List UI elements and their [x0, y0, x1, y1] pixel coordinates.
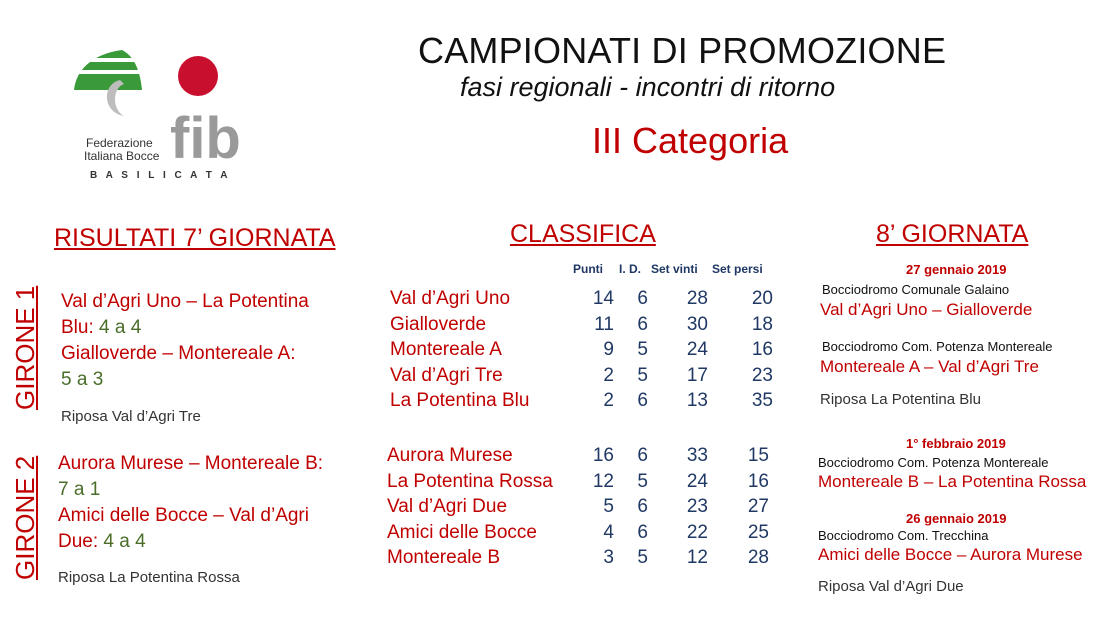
standings-team: Gialloverde [390, 313, 487, 335]
result-g2-m1-line1: Aurora Murese – Montereale B: [58, 453, 324, 474]
result-g1-m2-score: 5 a 3 [61, 369, 104, 390]
standings-team: Val d’Agri Tre [390, 364, 503, 386]
result-g1-m1-line1: Val d’Agri Uno – La Potentina [61, 291, 309, 312]
page-subtitle: fasi regionali - incontri di ritorno [460, 72, 836, 102]
fib-logo [62, 40, 282, 190]
standings-persi: 18 [751, 313, 773, 335]
standings-persi: 20 [751, 288, 773, 309]
g1-match1: Val d’Agri Uno – Gialloverde [820, 300, 1033, 319]
result-g1-m2-line1: Gialloverde – Montereale A: [61, 343, 296, 364]
g2-venue2: Bocciodromo Com. Trecchina [818, 528, 989, 543]
standings-punti: 11 [594, 313, 614, 335]
standings-punti: 14 [592, 288, 614, 309]
result-g1-match1 [61, 289, 309, 393]
g2-match2: Amici delle Bocce – Aurora Murese [818, 545, 1083, 564]
standings-vinti: 12 [686, 547, 708, 568]
standings-team: La Potentina Rossa [387, 470, 553, 492]
header-punti: Punti [573, 262, 603, 276]
girone2-label: GIRONE 2 [10, 455, 40, 580]
standings-title: CLASSIFICA [510, 220, 656, 248]
standings-id: 5 [637, 547, 648, 568]
standings-punti: 12 [592, 470, 614, 492]
standings-punti: 4 [603, 521, 614, 543]
result-g1-riposa: Riposa Val d’Agri Tre [61, 408, 201, 425]
standings-persi: 23 [751, 364, 773, 386]
standings-team: La Potentina Blu [390, 390, 530, 411]
g2-match1: Montereale B – La Potentina Rossa [818, 472, 1087, 491]
svg-text:fib: fib [170, 106, 241, 171]
standings-id: 5 [637, 339, 648, 360]
standings-team: Montereale A [390, 339, 502, 360]
standings-team: Amici delle Bocce [387, 521, 537, 543]
standings-vinti: 30 [686, 313, 708, 335]
standings-vinti: 24 [686, 339, 708, 360]
header-set-persi: Set persi [712, 262, 763, 276]
g2-riposa: Riposa Val d’Agri Due [818, 578, 964, 595]
standings-persi: 15 [747, 445, 769, 466]
standings-persi: 35 [751, 390, 773, 411]
header-set-vinti: Set vinti [651, 262, 698, 276]
g2-venue1: Bocciodromo Com. Potenza Montereale [818, 455, 1049, 470]
standings-vinti: 17 [686, 364, 708, 386]
standings-vinti: 22 [686, 521, 708, 543]
standings-id: 6 [637, 521, 648, 543]
g1-venue2: Bocciodromo Com. Potenza Montereale [822, 339, 1053, 354]
standings-punti: 3 [603, 547, 614, 568]
girone1-label: GIRONE 1 [10, 285, 40, 410]
g1-venue1: Bocciodromo Comunale Galaino [822, 282, 1010, 297]
result-g2-riposa: Riposa La Potentina Rossa [58, 569, 240, 586]
standings-id: 6 [637, 445, 648, 466]
standings-punti: 2 [603, 390, 614, 411]
standings-vinti: 33 [686, 445, 708, 466]
page-title: CAMPIONATI DI PROMOZIONE [418, 30, 947, 71]
result-g2-m2-line2 [58, 529, 323, 555]
g1-riposa: Riposa La Potentina Blu [820, 391, 981, 408]
logo-region: B A S I L I C A T A [90, 170, 231, 181]
standings-persi: 28 [747, 547, 769, 568]
standings-punti: 5 [603, 496, 614, 517]
result-g1-m1-score: 4 a 4 [99, 317, 142, 338]
next-round-title: 8’ GIORNATA [876, 220, 1029, 248]
standings-vinti: 24 [686, 470, 708, 492]
standings-persi: 27 [747, 496, 769, 517]
result-g2-m1-score: 7 a 1 [58, 479, 101, 500]
result-g2-match1 [58, 451, 323, 555]
result-g2-m2-score: 4 a 4 [103, 531, 146, 552]
category-title: III Categoria [592, 120, 789, 161]
standings-team: Montereale B [387, 547, 501, 568]
logo-text-line2: Italiana Bocce [84, 149, 160, 163]
result-g2-m2-team: Due: [58, 531, 99, 552]
results-title: RISULTATI 7’ GIORNATA [54, 224, 336, 252]
standings-vinti: 28 [686, 288, 708, 309]
header-id: I. D. [619, 262, 642, 276]
standings-punti: 16 [592, 445, 614, 466]
standings-team: Val d’Agri Due [387, 496, 508, 517]
standings-id: 6 [637, 496, 648, 517]
standings-id: 6 [637, 288, 648, 309]
standings-persi: 16 [747, 470, 769, 492]
standings-punti: 9 [603, 339, 614, 360]
standings-vinti: 13 [686, 390, 708, 411]
standings-team: Val d’Agri Uno [390, 288, 511, 309]
logo-text-line1: Federazione [86, 136, 153, 150]
result-g1-m1-team: Blu: [61, 317, 94, 338]
standings-punti: 2 [603, 364, 614, 386]
standings-team: Aurora Murese [387, 445, 513, 466]
standings-vinti: 23 [686, 496, 708, 517]
g1-date: 27 gennaio 2019 [906, 262, 1007, 277]
standings-persi: 16 [751, 339, 773, 360]
g2-date2: 26 gennaio 2019 [906, 511, 1007, 526]
standings-id: 6 [637, 313, 648, 335]
fib-logo-graphic [62, 40, 282, 190]
result-g2-m2-line1: Amici delle Bocce – Val d’Agri [58, 505, 309, 526]
standings-id: 6 [637, 390, 648, 411]
result-g1-m1-line2 [61, 315, 309, 341]
standings-persi: 25 [747, 521, 769, 543]
standings-id: 5 [637, 364, 648, 386]
g2-date1: 1° febbraio 2019 [906, 436, 1006, 451]
standings-id: 5 [637, 470, 648, 492]
g1-match2: Montereale A – Val d’Agri Tre [820, 357, 1039, 376]
